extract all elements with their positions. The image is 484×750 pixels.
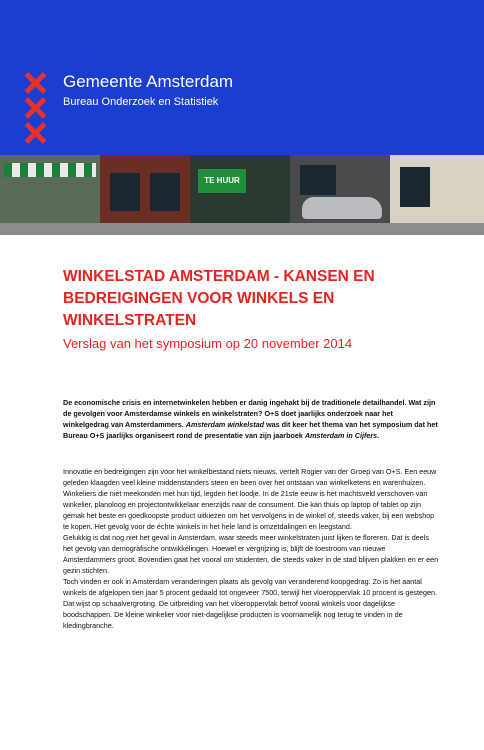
document-subtitle: Verslag van het symposium op 20 november 2014 (63, 336, 353, 351)
body-paragraph: Toch vinden er ook in Amsterdam veranderingen plaats als gevolg van veranderend koopgedrag. Zo is het aantal winkels de afgelopen tien jaar 5 procent gedaald tot ongeveer 7500, terwijl het vloeroppervlak 10 procent is gestegen. Dat wijst op schaalvergroting. De uitbreiding van het vloeroppervlak betrof vooral winkels voor dagelijkse boodschappen. De kleine winkelier voor niet-dagelijkse producten is voornamelijk nog terug te vinden in de kledingbranche. (63, 577, 437, 630)
shopping-street-photo (0, 155, 484, 235)
intro-emphasis: Amsterdam winkelstad (185, 420, 265, 429)
document-title: WINKELSTAD AMSTERDAM - KANSEN EN BEDREIGINGEN VOOR WINKELS EN WINKELSTRATEN (63, 268, 375, 329)
intro-paragraph (63, 397, 439, 441)
street (0, 223, 484, 235)
body-text (63, 466, 439, 631)
org-name: Gemeente Amsterdam (63, 72, 234, 91)
shop-window (400, 167, 430, 207)
amsterdam-crosses-logo (24, 72, 46, 147)
org-subtitle: Bureau Onderzoek en Statistiek (63, 96, 219, 108)
intro-emphasis: Amsterdam in Cijfers (304, 431, 378, 440)
parked-car (302, 197, 382, 219)
shop-window (300, 165, 336, 195)
cross-icon (24, 122, 46, 144)
shop-window (150, 173, 180, 211)
intro-text: . (377, 431, 380, 440)
shop-awning (4, 163, 96, 177)
te-huur-sign: TE HUUR (198, 169, 246, 193)
shop-window (110, 173, 140, 211)
intro-text: De economische crisis en internetwinkelen hebben er danig ingehakt bij de traditionele detailhandel. Wat zijn de gevolgen voor Amsterdamse winkels en winkelstraten? O+S doet jaarlijks onderzoek naar het winkelgedrag van Amsterdammers. (63, 398, 436, 429)
cross-icon (24, 97, 46, 119)
header-band (0, 0, 484, 155)
body-paragraph: Innovatie en bedreigingen zijn voor het winkelbestand niets nieuws, vertelt Rogier van der Groep van O+S. Een eeuw geleden klaagden veel kleine middenstanders steen en been over het ontstaan van winkelketens en warenhuizen. Winkeliers die niet meekonden met hun tijd, legden het loodje. In de 21ste eeuw is het machtsveld verschoven van winkelier, planoloog en projectontwikkelaar enerzijds naar de consument. Die kan thuis op laptop of tablet op zijn gemak het beste en goedkoopste product uitkiezen om het vervolgens in de winkel of, steeds vaker, bij een webshop te kopen. Het gevolg voor de échte winkels in het hele land is omzetdalingen en leegstand. (63, 467, 437, 531)
body-paragraph: Gelukkig is dat nog niet het geval in Amsterdam, waar steeds meer winkelstraten juist lijken te floreren. Dat is deels het gevolg van demografische ontwikkelingen. Hoewel er vergrijzing is, blijft de toestroom van nieuwe Amsterdammers groot. Bovendien gaat het vooral om studenten, die steeds vaker in de stad blijven plakken en er een gezin stichten. (63, 533, 439, 575)
intro-text: was dit keer het thema van het symposium dat het Bureau O+S jaarlijks organiseert rond de presentatie van zijn jaarboek (63, 420, 438, 440)
cross-icon (24, 72, 46, 94)
